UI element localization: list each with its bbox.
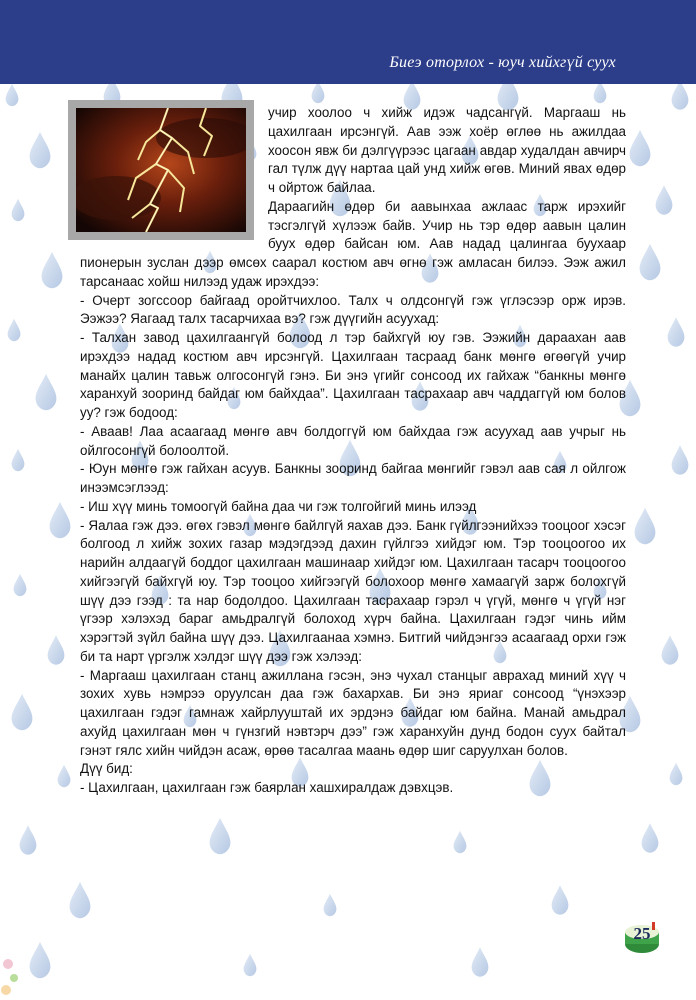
header-title: Биеэ оторлох - юуч хийхгүй суух: [389, 54, 616, 71]
raindrop: [12, 449, 25, 471]
raindrop: [454, 831, 467, 853]
raindrop: [58, 765, 71, 787]
raindrop: [244, 954, 257, 976]
raindrop: [20, 825, 37, 854]
raindrop: [42, 252, 63, 288]
paragraph: учир хоолоо ч хийж идэж чадсангүй. Маргааш нь цахилгаан ирсэнгүй. Аав ээж хоёр өглөө нь ажилдаа хоосон явж би дэлгүүрээс цагаан авдар худалдан авчирч гал түлж дүү нартаа цай унд хийж өгөв. Миний явах өдөр ч ойртож байлаа.: [268, 105, 626, 195]
raindrop: [50, 502, 71, 538]
raindrop: [14, 574, 27, 596]
paragraph: - Талхан завод цахилгаангүй болоод л тэр байхгүй юу гэв. Ээжийн дараахан аав ирэхдээ надад костюм авч ирсэнгүй. Цахилгаан тасраад банк мөнгө өгөөгүй учир манайх цалин тавьж олгосонгүй гэнэ. Би энэ үгийг сонсоод их гайхаж “банкны мөнгө харанхуй зооринд байдаг юм байхдаа”. Цахилгаан тасрахаар авч чаддаггүй юм болов уу? гэж бодоод:: [80, 330, 626, 420]
raindrop: [642, 823, 659, 852]
raindrop: [12, 199, 25, 221]
header-band: [0, 0, 696, 84]
raindrop: [30, 942, 51, 978]
paragraph: - Яалаа гэж дээ. өгөх гэвэл мөнгө байлгүй яахав дээ. Банк гүйлгээнийхээ тооцоог хэсэг болгоод л хийж зохих газар мэдэгдээд дахин гүйлгээ хийдэг юм. Тэр тооцоогоо их нарийн алдаагүй боддог цахилгаан машинаар хийдэг юм. Цахилгаан тасарч тооцоогоо хийгээгүй байхгүй юу. Тэр тооцоо хийгээгүй болохоор мөнгө хамаагүй зарж болохгүй шүү дээ гээд : та нар бодолдоо. Цахилгаан тасрахаар гэрэл ч үгүй, мөнгө ч үгүй нэг үгээр хэлэхэд бараг амьдралгүй болоход хүрч байна. Цахилгаан гэдэг чинь ийм хэрэгтэй зүйл байна шүү дээ. Цахилгаанаа хэмнэ. Битгий чийдэнгээ асаагаад орхи гэж би та нарт үргэлж хэлдэг шүү дээ гэж хэлээд:: [80, 517, 626, 664]
raindrop: [312, 81, 325, 103]
raindrop: [324, 894, 337, 916]
paragraph: - Маргааш цахилгаан станц ажиллана гэсэн, энэ чухал станцыг аврахад миний хүү ч зохих хувь нэмрээ оруулсан даа гэж бахархав. Би энэ яриаг сонсоод “үнэхээр цахилгаан гэдэг гамнаж хайрлууштай их эрдэнэ байдаг юм байна. Манай амьдрал ахуйд цахилгаан мөн ч гүнзгий нэвтэрч дээ” гэж харанхуйн дунд бодон суух байтал гэнэт гялс хийн чийдэн асаж, өрөө тасалгаа маань өдөр шиг саруулхан болов.: [80, 667, 626, 758]
paragraph: - Юун мөнгө гэж гайхан асуув. Банкны зооринд байгаа мөнгийг гэвэл аав сая л ойлгож инээмсэглээд:: [80, 461, 626, 495]
article-body: [80, 104, 626, 798]
raindrop: [668, 317, 685, 346]
page-number: 25: [633, 924, 651, 943]
paragraph: Дараагийн өдөр би аавынхаа ажлаас тарж ирэхийг тэсгэлгүй хүлээж байв. Учир нь тэр өдөр аавын цалин буух өдөр байсан юм. Аав надад цалингаа буухаар пионерын зуслан дээр өмсөх саарал костюм авч өгнө гэж амласан билээ. Ээж ажил тарсанаас хойш нилээд удаж ирэхдээ:: [80, 198, 626, 289]
raindrop: [640, 244, 661, 280]
page-number-badge: [622, 916, 662, 956]
paragraph: Дүү бид:: [80, 761, 133, 777]
raindrop: [635, 508, 656, 544]
raindrop: [670, 763, 683, 785]
raindrop: [656, 185, 673, 214]
paragraph: - Цахилгаан, цахилгаан гэж баярлан хашхиралдаж дэвхцэв.: [80, 780, 454, 795]
raindrop: [6, 84, 19, 106]
raindrop: [472, 947, 489, 976]
raindrop: [672, 445, 689, 474]
raindrop: [662, 635, 679, 664]
raindrop: [630, 130, 651, 166]
paragraph: - Очерт зогссоор байгаад оройтчихлоо. Талх ч олдсонгүй гэж үглэсээр орж ирэв. Ээжээ? Яагаад талх тасарчихаа вэ? гэж дүүгийн асуухад:: [80, 292, 626, 327]
paragraph: - Иш хүү минь томоогүй байна даа чи гэж толгойгий минь илээд: [80, 498, 477, 514]
image-spacer: [80, 104, 268, 248]
raindrop: [30, 132, 51, 168]
paragraph: - Аваав! Лаа асаагаад мөнгө авч болдоггүй юм байхдаа гэж асуухад аав учрыг нь ойлгосонгүй болоолтой.: [80, 423, 626, 458]
raindrop: [48, 635, 65, 664]
raindrop: [8, 319, 21, 341]
flower-decoration-icon: [0, 948, 22, 1000]
raindrop: [552, 885, 569, 914]
raindrop: [210, 818, 231, 854]
raindrop: [36, 374, 57, 410]
raindrop: [12, 694, 33, 730]
raindrop: [70, 882, 91, 918]
raindrop: [672, 80, 689, 109]
raindrop: [594, 81, 607, 103]
